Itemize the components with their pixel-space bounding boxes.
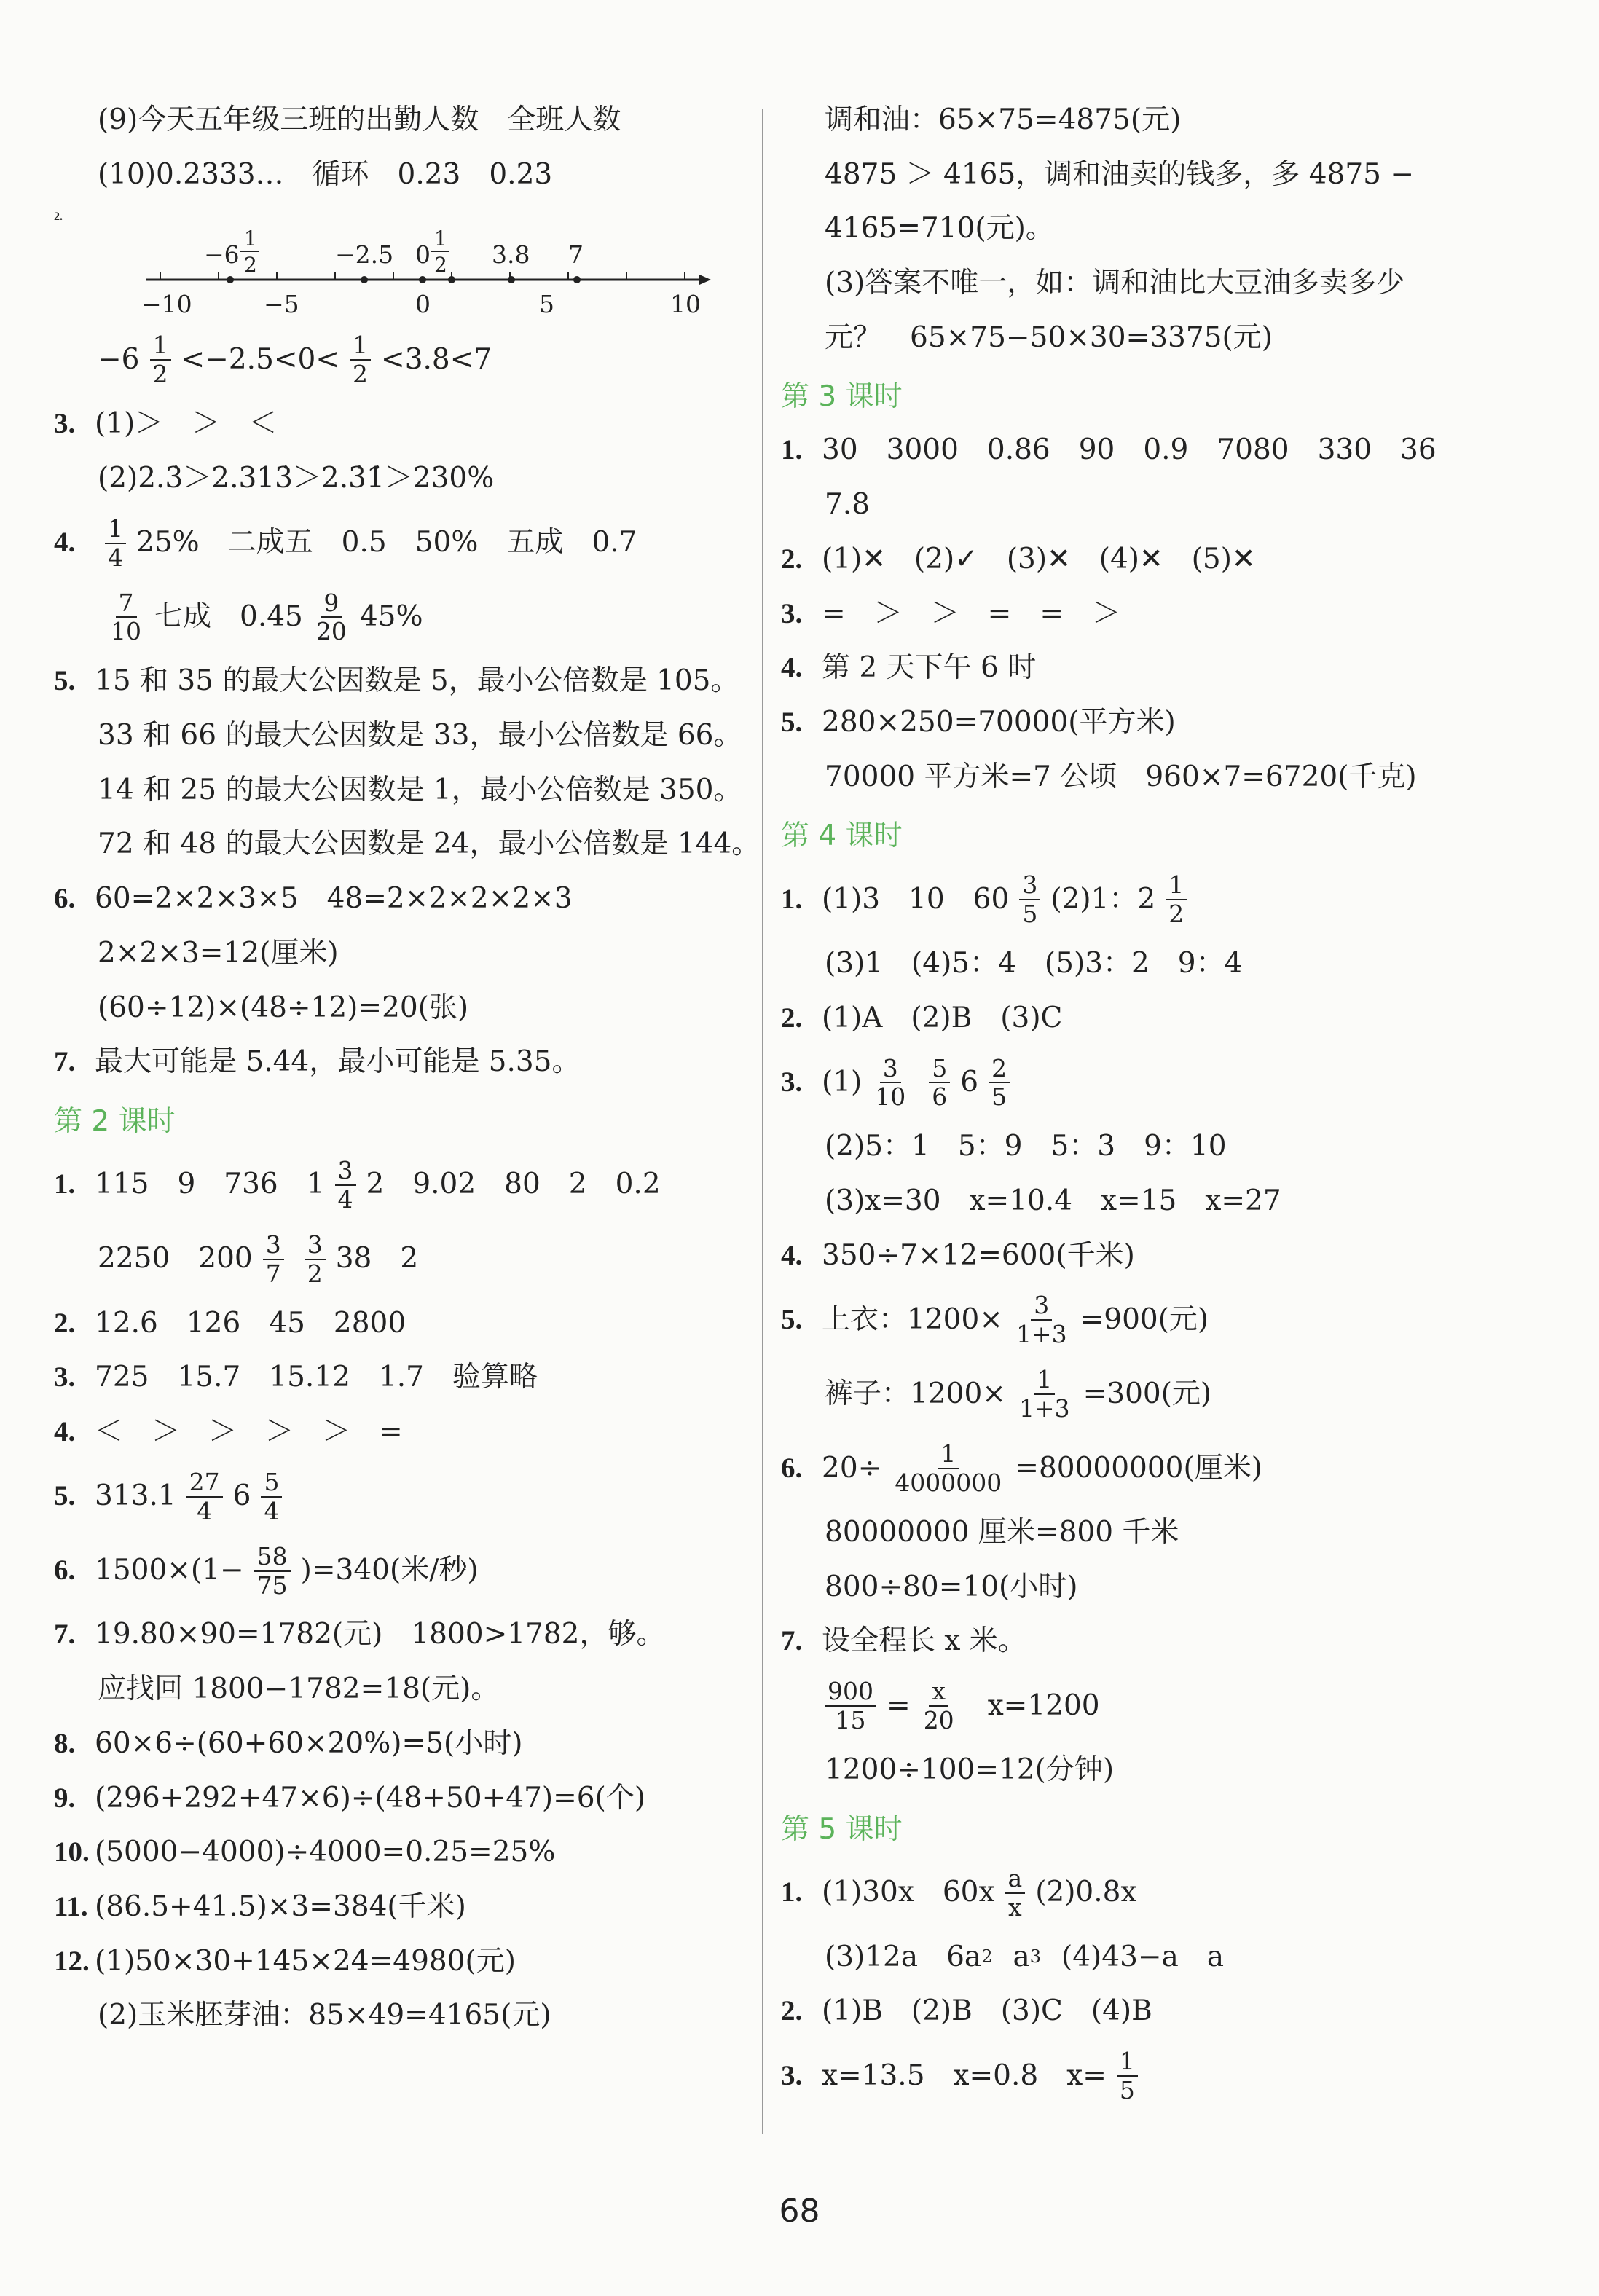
fraction: $\frac{3}{1+3}$: [1015, 1291, 1067, 1349]
answer-line: 10. (5000−4000)÷4000=0.25=25%: [54, 1836, 556, 1869]
fraction: $\frac{2}{5}$: [989, 1055, 1010, 1112]
answer-line: 7.8: [825, 488, 871, 522]
fraction: $\frac{5}{4}$: [261, 1469, 282, 1525]
answer-line: (3)x=30 x=10.4 x=15 x=27: [825, 1184, 1281, 1218]
fraction: $\frac{1}{2}$: [1166, 871, 1187, 928]
point: [227, 276, 234, 283]
answer-line: (3)1 (4)5：4 (5)3：2 9：4: [825, 947, 1243, 980]
answer-line: 3. (1)＞ ＞ ＜: [54, 407, 278, 441]
tick-label: 10: [670, 290, 701, 319]
answer-line: 80000000 厘米=800 千米: [825, 1516, 1179, 1549]
fraction: $\frac{3}{2}$: [305, 1231, 326, 1288]
answer-line: 9. (296+292+47×6)÷(48+50+47)=6(个): [54, 1781, 646, 1815]
answer-line: 33 和 66 的最大公因数是 33，最小公倍数是 66。: [98, 719, 742, 752]
answer-line: (9)今天五年级三班的出勤人数 全班人数: [98, 103, 621, 136]
fraction: $\frac{1}{4000000}$: [895, 1439, 1002, 1498]
fraction: $\frac{3}{5}$: [1019, 871, 1040, 928]
fraction: $\frac{a}{x}$: [1005, 1865, 1026, 1922]
answer-line: (10)0.2333… 循环 0.23̇ 0.23: [98, 157, 553, 191]
answer-line: 4. ＜ ＞ ＞ ＞ ＞ =: [54, 1415, 403, 1448]
answer-line: 3. x=13.5 x=0.8 x= $\frac{1}{5}$: [781, 2048, 1553, 2104]
point: [448, 276, 455, 283]
answer-line: (2)玉米胚芽油：85×49=4165(元): [98, 1999, 551, 2032]
fraction: $\frac{3}{7}$: [263, 1231, 284, 1288]
tick-label: 0: [415, 290, 431, 319]
page-number: 68: [779, 2193, 820, 2230]
fraction: $\frac{58}{75}$: [254, 1543, 291, 1600]
lesson-heading: 第 2 课时: [54, 1104, 176, 1138]
fraction: $\frac{1}{4}$: [105, 515, 126, 572]
lesson-heading: 第 3 课时: [781, 380, 903, 414]
answer-line: 2. (1)B (2)B (3)C (4)B: [781, 1994, 1152, 2028]
answer-line: $\frac{900}{15}$ = $\frac{x}{20}$ x=1200: [781, 1678, 1553, 1734]
answer-line: 1. (1)30x 60x $\frac{a}{x}$ (2)0.8x: [781, 1863, 1137, 1922]
answer-line: 12. (1)50×30+145×24=4980(元): [54, 1944, 516, 1978]
answer-line: $\frac{7}{10}$ 七成 0.45 $\frac{9}{20}$ 45%: [54, 589, 753, 646]
answer-line: 6. 20÷ $\frac{1}{4000000}$ =80000000(厘米): [781, 1439, 1262, 1498]
column-divider: [762, 109, 763, 2134]
answer-line: 3. = ＞ ＞ = = ＞: [781, 597, 1121, 630]
right-column: [781, 102, 1553, 2122]
point: [361, 276, 368, 283]
answer-line: (2)5：1 5：9 5：3 9：10: [825, 1130, 1227, 1163]
answer-line: 72 和 48 的最大公因数是 24，最小公倍数是 144。: [98, 827, 761, 861]
label: 2: [434, 253, 447, 278]
fraction: $\frac{3}{10}$: [875, 1053, 906, 1112]
label: −6: [204, 240, 240, 270]
fraction: $\frac{1}{2}$: [350, 331, 371, 388]
answer-line: 7. 19.80×90=1782(元) 1800>1782，够。: [54, 1618, 665, 1651]
fraction: $\frac{1}{5}$: [1117, 2048, 1138, 2104]
tick-label: 5: [539, 290, 554, 319]
answer-line: 裤子：1200× $\frac{1}{1+3}$ =300(元): [825, 1365, 1212, 1423]
left-column: [54, 102, 761, 2052]
answer-line: 3. (1) $\frac{3}{10}$ $\frac{5}{6}$ 6 $\frac{2}{5}$: [781, 1055, 1553, 1112]
answer-line: 4. 第 2 天下午 6 时: [781, 651, 1037, 685]
answer-line: (3)答案不唯一，如：调和油比大豆油多卖多少: [825, 267, 1405, 300]
fraction: $\frac{1}{1+3}$: [1018, 1365, 1070, 1423]
lesson-heading: 第 4 课时: [781, 819, 903, 853]
answer-line: 8. 60×6÷(60+60×20%)=5(小时): [54, 1726, 523, 1760]
label: 7: [568, 240, 584, 270]
answer-line: 元？ 65×75−50×30=3375(元): [825, 321, 1273, 354]
answer-line: −6 $\frac{1}{2}$ <−2.5<0< $\frac{1}{2}$ <3.8<7: [98, 331, 492, 389]
number-line-block: [54, 211, 701, 320]
label: 1: [434, 227, 447, 251]
answer-line: 4165=710(元)。: [825, 212, 1054, 245]
answer-line: 2. 12.6 126 45 2800: [54, 1306, 406, 1340]
answer-line: 6. 1500×(1− $\frac{58}{75}$ )=340(米/秒): [54, 1541, 479, 1600]
label: 1: [244, 227, 257, 251]
answer-line: 1200÷100=12(分钟): [825, 1753, 1115, 1786]
answer-line: (60÷12)×(48÷12)=20(张): [98, 991, 469, 1024]
answer-line: 4. 350÷7×12=600(千米): [781, 1238, 1135, 1272]
answer-line: 5. 280×250=70000(平方米): [781, 705, 1176, 739]
answer-line: (2)2.3̇＞2.313̇＞2.3̇1̇＞230%: [98, 461, 495, 495]
answer-line: 11. (86.5+41.5)×3=384(千米): [54, 1890, 466, 1923]
answer-line: 调和油：65×75=4875(元): [825, 103, 1182, 136]
tick-label: −10: [141, 290, 192, 319]
answer-line: 5. 15 和 35 的最大公因数是 5，最小公倍数是 105。: [54, 664, 739, 698]
answer-line: 7. 最大可能是 5.44，最小可能是 5.35。: [54, 1045, 581, 1079]
answer-line: 70000 平方米=7 公顷 960×7=6720(千克): [825, 760, 1417, 793]
answer-line: 2250 200 $\frac{3}{7}$ $\frac{3}{2}$ 38 2: [98, 1230, 419, 1288]
fraction: $\frac{3}{4}$: [335, 1157, 356, 1214]
answer-line: 5. 313.1 $\frac{27}{4}$ 6 $\frac{5}{4}$: [54, 1469, 753, 1525]
answer-line: 2. (1)A (2)B (3)C: [781, 1001, 1063, 1034]
answer-line: 4875 ＞ 4165，调和油卖的钱多，多 4875 −: [825, 157, 1415, 191]
fraction: $\frac{x}{20}$: [923, 1677, 954, 1735]
point: [508, 276, 515, 283]
fraction: $\frac{5}{6}$: [929, 1055, 950, 1112]
label: 2: [244, 253, 257, 278]
answer-line: 5. 上衣：1200× $\frac{3}{1+3}$ =900(元): [781, 1291, 1209, 1349]
answer-line: 4. $\frac{1}{4}$ 25% 二成五 0.5 50% 五成 0.7: [54, 514, 637, 572]
answer-line: 1. 115 9 736 1 $\frac{3}{4}$ 2 9.02 80 2 0.2: [54, 1155, 661, 1214]
answer-line: 2. (1)✕ (2)✓ (3)✕ (4)✕ (5)✕: [781, 542, 1256, 575]
answer-line: 1. (1)3 10 60 $\frac{3}{5}$ (2)1：2 $\frac{1}{2}$: [781, 871, 1553, 928]
answer-line: 3. 725 15.7 15.12 1.7 验算略: [54, 1361, 538, 1394]
number-line: [95, 211, 701, 320]
lesson-heading: 第 5 课时: [781, 1812, 903, 1846]
answer-line: 1. 30 3000 0.86 90 0.9 7080 330 36: [781, 433, 1437, 467]
label: 3.8: [492, 240, 530, 270]
tick-label: −5: [264, 290, 299, 319]
label: −2.5: [335, 240, 394, 270]
fraction: $\frac{900}{15}$: [825, 1678, 876, 1734]
fraction: $\frac{9}{20}$: [315, 588, 347, 646]
label: 0: [415, 240, 431, 270]
fraction: $\frac{1}{2}$: [150, 331, 171, 388]
answer-line: 800÷80=10(小时): [825, 1570, 1078, 1603]
point: [573, 276, 581, 283]
fraction: $\frac{27}{4}$: [186, 1469, 223, 1525]
answer-line: 7. 设全程长 x 米。: [781, 1624, 1026, 1658]
fraction: $\frac{7}{10}$: [111, 588, 141, 646]
point: [419, 276, 426, 283]
answer-line: 14 和 25 的最大公因数是 1，最小公倍数是 350。: [98, 773, 742, 806]
answer-line: 2×2×3=12(厘米): [98, 936, 339, 970]
answer-line: (3)12a 6a 2 a 3 (4)43−a a: [825, 1940, 1225, 1973]
answer-line: 6. 60=2×2×3×5 48=2×2×2×2×3: [54, 882, 573, 916]
question-number: 2.: [54, 211, 63, 224]
answer-line: 应找回 1800−1782=18(元)。: [98, 1672, 500, 1706]
